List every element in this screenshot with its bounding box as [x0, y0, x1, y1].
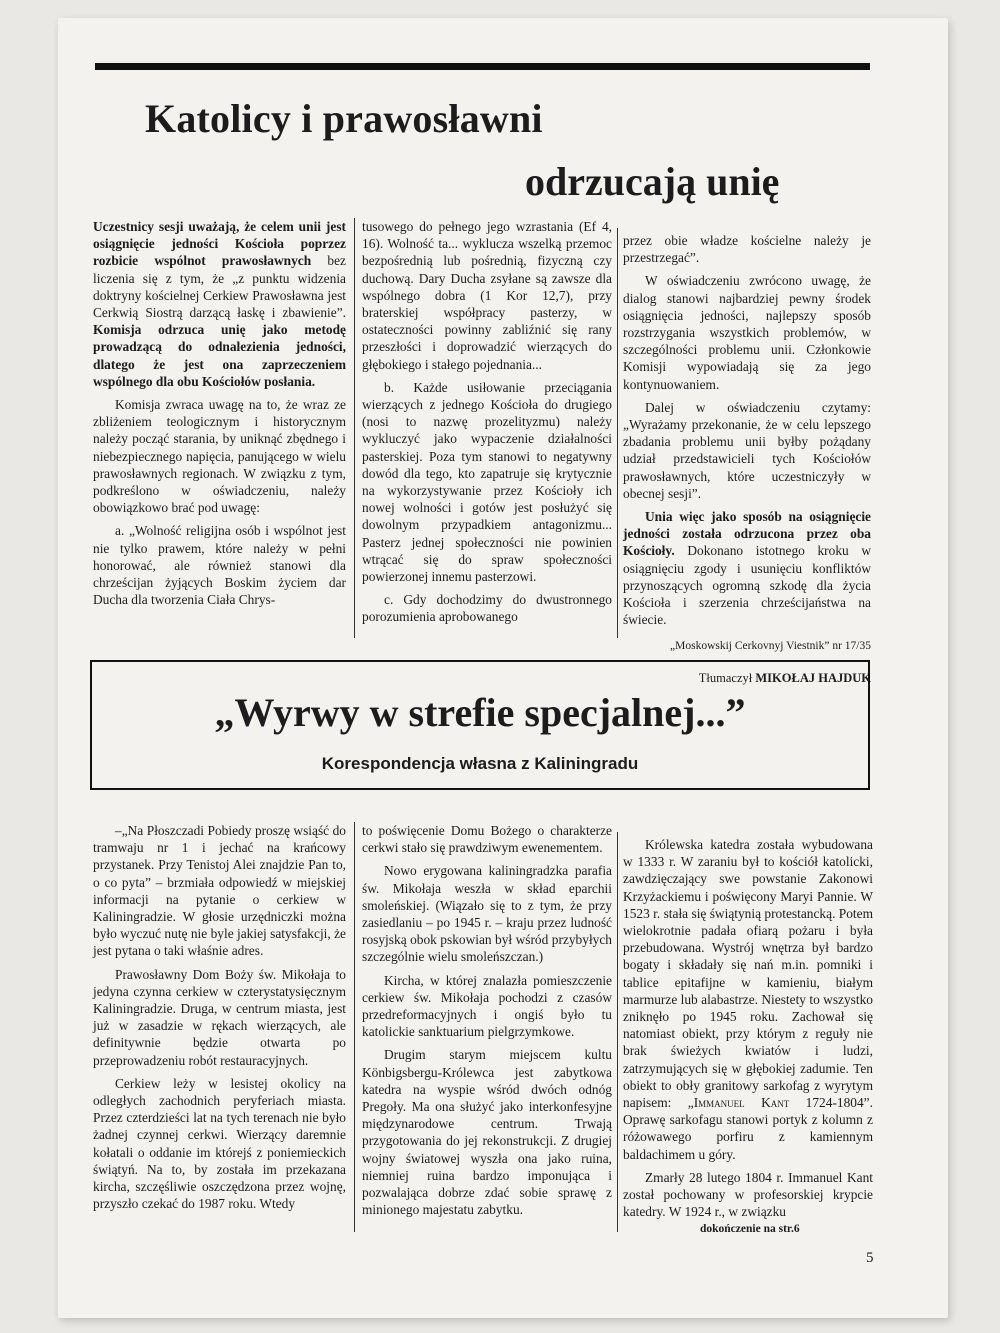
article1-title-line2: odrzucają unię: [525, 159, 780, 204]
inscription-text: „Immanuel Kant 1724-1804”: [687, 1095, 870, 1111]
paragraph: a. „Wolność religijna osób i wspólnot jest nie tylko prawem, które należy w pełni honorować, ale również stanowi dla chrześcijan żyjących Boskim życiem dar Ducha dla tworzenia Ciała Chrys-: [93, 523, 346, 608]
article2-column-3: [623, 836, 873, 1220]
translator-label: Tłumaczył: [698, 670, 756, 685]
paragraph: –„Na Płoszczadi Pobiedy proszę wsiąść do tramwaju nr 1 i jechać na krańcowy przystanek. Przy Tenistoj Alei znajdzie Pan to, o co pyta” – brzmiała odpowiedź w miejskiej informacji na pytanie o cerkiew w Kaliningradzie. W głosie urzędniczki można było wyczuć nutę nie byle jakiej satysfakcji, że jest pytana o taki właśnie adres.: [93, 823, 346, 959]
article2-column-2: [362, 822, 612, 1218]
paragraph: [623, 508, 871, 628]
translator-name: MIKOŁAJ HAJDUK: [755, 670, 871, 685]
paragraph: tusowego do pełnego jego wzrastania (Ef 4, 16). Wolność ta... wyklucza wszelką przemoc bezpośrednią lub pośrednią, fizyczną czy duchową. Dary Ducha zsyłane są zawsze dla wspólnego dobra (1 Kor 12,7), przy braterskiej współpracy pasterzy, w ostateczności powinny zabliźnić się rany przeszłości i doprowadzić wierzących do głębokiego i stałego pojednania...: [362, 219, 612, 372]
paragraph: [623, 836, 873, 1163]
column-divider: [354, 218, 355, 638]
article2-title: „Wyrwy w strefie specjalnej...”: [214, 690, 746, 735]
continuation-note: dokończenie na str.6: [700, 1223, 800, 1235]
paragraph: przez obie władze kościelne należy je przestrzegać”.: [623, 233, 871, 266]
article1-column-3: [623, 232, 871, 687]
article1-column-2: [362, 218, 612, 626]
column-divider: [617, 228, 618, 638]
paragraph: c. Gdy dochodzimy do dwustronnego porozumienia aprobowanego: [362, 592, 612, 625]
paragraph: [93, 218, 346, 390]
paragraph: Prawosławny Dom Boży św. Mikołaja to jedyna czynna cerkiew w czterystatysięcznym Kaliningradzie. Druga, w centrum miasta, jest już w zasadzie w rękach wierzących, ale definitywnie będzie otwarta po przeprowadzeniu robót restauracyjnych.: [93, 966, 346, 1068]
paragraph: Nowo erygowana kaliningradzka parafia św. Mikołaja weszła w skład eparchii smoleńskiej. (Wiązało się to z tym, że przy zasiedlaniu – po 1945 r. – kraju przez ludność rosyjską obok pskowian był wśród przybyłych szczególnie wielu smoleńszczan.): [362, 863, 612, 965]
paragraph: b. Każde usiłowanie przeciągania wierzących z jednego Kościoła do drugiego (nosi to nazwę prozelityzmu) należy wykluczyć jako wypaczenie działalności pasterskiej. Poza tym stanowi to negatywny dowód dla tego, kto zapatruje się krytycznie na wykorzystywanie przez Kościoły ich nowej wolności i gotów jest posłużyć się dowolnym przypadkiem antagonizmu... Pasterz jednej społeczności nie powinien wtrącać się do spraw społeczności powierzonej innemu pasterzowi.: [362, 379, 612, 585]
column-divider: [617, 832, 618, 1232]
paragraph: Dalej w oświadczeniu czytamy: „Wyrażamy przekonanie, że w celu lepszego zbadania problemu unii byłby pożądany udział przedstawicieli tych Kościołów prawosławnych, które uczestniczyły w obecnej sesji”.: [623, 399, 871, 501]
article2-column-1: [93, 822, 346, 1212]
column-divider: [354, 822, 355, 1232]
article2-subtitle: Korespondencja własna z Kaliningradu: [321, 754, 639, 773]
paragraph: Cerkiew leży w lesistej okolicy na odległych zachodnich peryferiach miasta. Przez czterdzieści lat na tych terenach nie było żadnej czynnej cerkwi. Wierzący daremnie kołatali o oddanie im którejś z poniemieckich świątyń. Na to, by została im przekazana kircha, szczęśliwie oszczędzona przez wojnę, przyszło czekać do 1987 roku. Wtedy: [93, 1075, 346, 1212]
page-number: 5: [866, 1250, 874, 1266]
bold-text: Uczestnicy sesji uważają, że celem unii jest osiągnięcie jedności Kościoła poprzez rozbicie wspólnot prawosławnych: [93, 219, 346, 269]
source-citation: „Moskowskij Cerkovnyj Viestnik” nr 17/35: [670, 640, 871, 653]
text: Królewska katedra została wybudowana w 1333 r. W zaraniu był to kościół katolicki, zawdzięczający swe powstanie Zakonowi Krzyżackiemu i poświęcony Maryi Pannie. W 1523 r. stała się świątynią protestancką. Potem wielokrotnie padała ofiarą pożaru i była przebudowana. Wystrój wnętrza był bardzo bogaty i składały się nań m.in. pomniki i tablice epitafijne w kamieniu, białym marmurze lub alabastrze. Niestety to wszystko zniknęło po 1945 roku. Zachował się natomiast obiekt, przy którym z reguły nie brak świeżych kwiatów i ludzi, zatrzymujących się w głębokiej zadumie. Ten obiekt to obły granitowy sarkofag z wyrytym napisem:: [623, 837, 873, 1111]
bold-text: Unia więc jako sposób na osiągnięcie jedności została odrzucona przez oba Kościoły.: [623, 509, 871, 559]
bold-text: Komisja odrzuca unię jako metodę prowadzącą do odnalezienia jedności, dlatego że jest ona zaprzeczeniem wspólnego dla obu Kościołów posłania.: [93, 322, 346, 389]
paragraph: Zmarły 28 lutego 1804 r. Immanuel Kant został pochowany w profesorskiej krypcie katedry. W 1924 r., w związku: [623, 1169, 873, 1220]
paragraph: Komisja zwraca uwagę na to, że wraz ze zbliżeniem teologicznym i historycznym należy począć starania, by uniknąć zbędnego i niebezpiecznego napięcia, panującego w wielu prawosławnych regionach. W związku z tym, podkreślono w oświadczeniu, należy obowiązkowo brać pod uwagę:: [93, 397, 346, 516]
article1-column-1: [93, 218, 346, 608]
paragraph: Kircha, w której znalazła pomieszczenie cerkiew św. Mikołaja pochodzi z czasów przedreformacyjnych i ongiś było tu katolickie sanktuarium pielgrzymkowe.: [362, 972, 612, 1040]
paragraph: Drugim starym miejscem kultu Könbigsbergu-Królewca jest zabytkowa katedra na wyspie wśród dwóch odnóg Pregoły. Ma ona służyć jako interkonfesyjne międzynarodowe centrum. Trwają przygotowania do jej rekonstrukcji. Z drugiej wojny światowej wyszła ona jako ruina, niemniej ruina bardzo imponująca i pozwalająca dobrze zdać sobie sprawę z minionego majestatu zabytku.: [362, 1047, 612, 1218]
article2-header-box: [90, 660, 870, 790]
text: Dokonano istotnego kroku w osiągnięciu zgody i usunięciu konfliktów przynoszących ogromną szkodę dla życia Kościoła i szerzenia chrześcijaństwa na świecie.: [623, 543, 871, 628]
text: bez liczenia się z tym, że „z punktu widzenia doktryny kościelnej Cerkiew Prawosławna jest Cerkwią Siostrą darzącą łaskę i zbawienie”.: [93, 253, 346, 321]
top-rule: [95, 63, 870, 70]
paragraph: W oświadczeniu zwrócono uwagę, że dialog stanowi najbardziej pewny środek osiągnięcia jedności, najlepszy sposób rozstrzygania wszystkich problemów, w szczególności problemu unii. Członkowie Komisji wypowiadają się za jego kontynuowaniem.: [623, 273, 871, 392]
text: . Oprawę sarkofagu stanowi portyk z kolumn z różowawego porfiru z kamiennym baldachimem u góry.: [623, 1095, 873, 1162]
article1-title-line1: Katolicy i prawosławni: [145, 96, 543, 141]
paragraph: to poświęcenie Domu Bożego o charakterze cerkwi stało się prawdziwym ewenementem.: [362, 823, 612, 856]
